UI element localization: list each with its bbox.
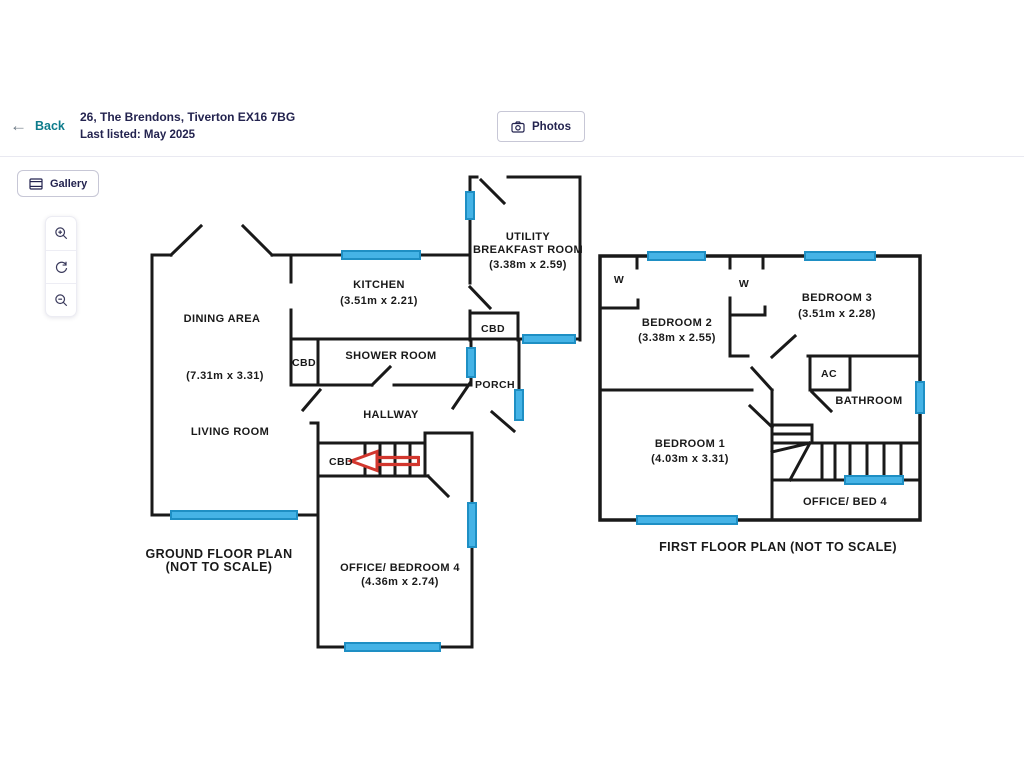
room-label-bedroom3: BEDROOM 3 [801, 292, 873, 304]
room-dims-office-bed4: (4.36m x 2.74) [361, 576, 439, 588]
property-address-block [80, 109, 295, 144]
photos-button[interactable] [497, 111, 585, 142]
room-label-wardrobe-2: W [738, 278, 750, 290]
room-label-ac: AC [821, 368, 837, 380]
room-label-cbd-stairs: CBD [329, 456, 353, 468]
photos-label: Photos [532, 120, 571, 133]
gallery-label: Gallery [50, 177, 88, 190]
room-dims-bedroom3: (3.51m x 2.28) [798, 308, 876, 320]
zoom-in-icon [54, 226, 69, 241]
room-dims-bedroom2: (3.38m x 2.55) [638, 332, 716, 344]
back-arrow-icon: ← [10, 116, 27, 135]
room-label-living: LIVING ROOM [190, 426, 270, 438]
zoom-out-button[interactable] [46, 283, 76, 316]
back-button[interactable] [10, 117, 65, 134]
room-label-cbd-porch: CBD [481, 323, 505, 335]
reset-view-button[interactable] [46, 250, 76, 283]
last-listed: Last listed: May 2025 [80, 129, 196, 141]
plan-zoom-toolbar [45, 216, 77, 317]
room-dims-bedroom1: (4.03m x 3.31) [651, 453, 729, 465]
gallery-icon [29, 178, 43, 190]
first-floor-caption: FIRST FLOOR PLAN (NOT TO SCALE) [659, 540, 897, 554]
back-label: Back [35, 118, 65, 133]
room-dims-kitchen: (3.51m x 2.21) [340, 295, 418, 307]
ground-floor-caption-1: GROUND FLOOR PLAN [145, 547, 293, 561]
room-dims-utility: (3.38m x 2.59) [489, 259, 567, 271]
property-address: 26, The Brendons, Tiverton EX16 7BG [80, 110, 296, 124]
room-label-porch: PORCH [475, 379, 515, 391]
room-label-bedroom2: BEDROOM 2 [641, 317, 713, 329]
room-label-utility-2: BREAKFAST ROOM [472, 244, 584, 256]
room-label-hallway: HALLWAY [363, 409, 419, 421]
gallery-button[interactable] [17, 170, 99, 197]
room-label-cbd-shower: CBD [292, 357, 316, 369]
room-label-bedroom1: BEDROOM 1 [654, 438, 726, 450]
room-label-wardrobe-1: W [613, 274, 625, 286]
room-label-shower: SHOWER ROOM [345, 350, 437, 362]
room-dims-dining: (7.31m x 3.31) [186, 370, 264, 382]
room-label-dining: DINING AREA [183, 313, 261, 325]
first-floor-windows [637, 252, 924, 524]
zoom-in-button[interactable] [46, 217, 76, 250]
room-label-kitchen: KITCHEN [353, 279, 405, 291]
page-header [0, 0, 1024, 157]
room-label-utility-1: UTILITY [505, 231, 551, 243]
ground-floor-caption-2: (NOT TO SCALE) [165, 560, 273, 574]
zoom-out-icon [54, 293, 69, 308]
room-label-bathroom: BATHROOM [835, 395, 903, 407]
reset-view-icon [54, 260, 69, 275]
room-label-office-bed4: OFFICE/ BEDROOM 4 [340, 562, 460, 574]
room-label-office-bed4-first: OFFICE/ BED 4 [802, 496, 888, 508]
camera-icon [511, 121, 525, 133]
